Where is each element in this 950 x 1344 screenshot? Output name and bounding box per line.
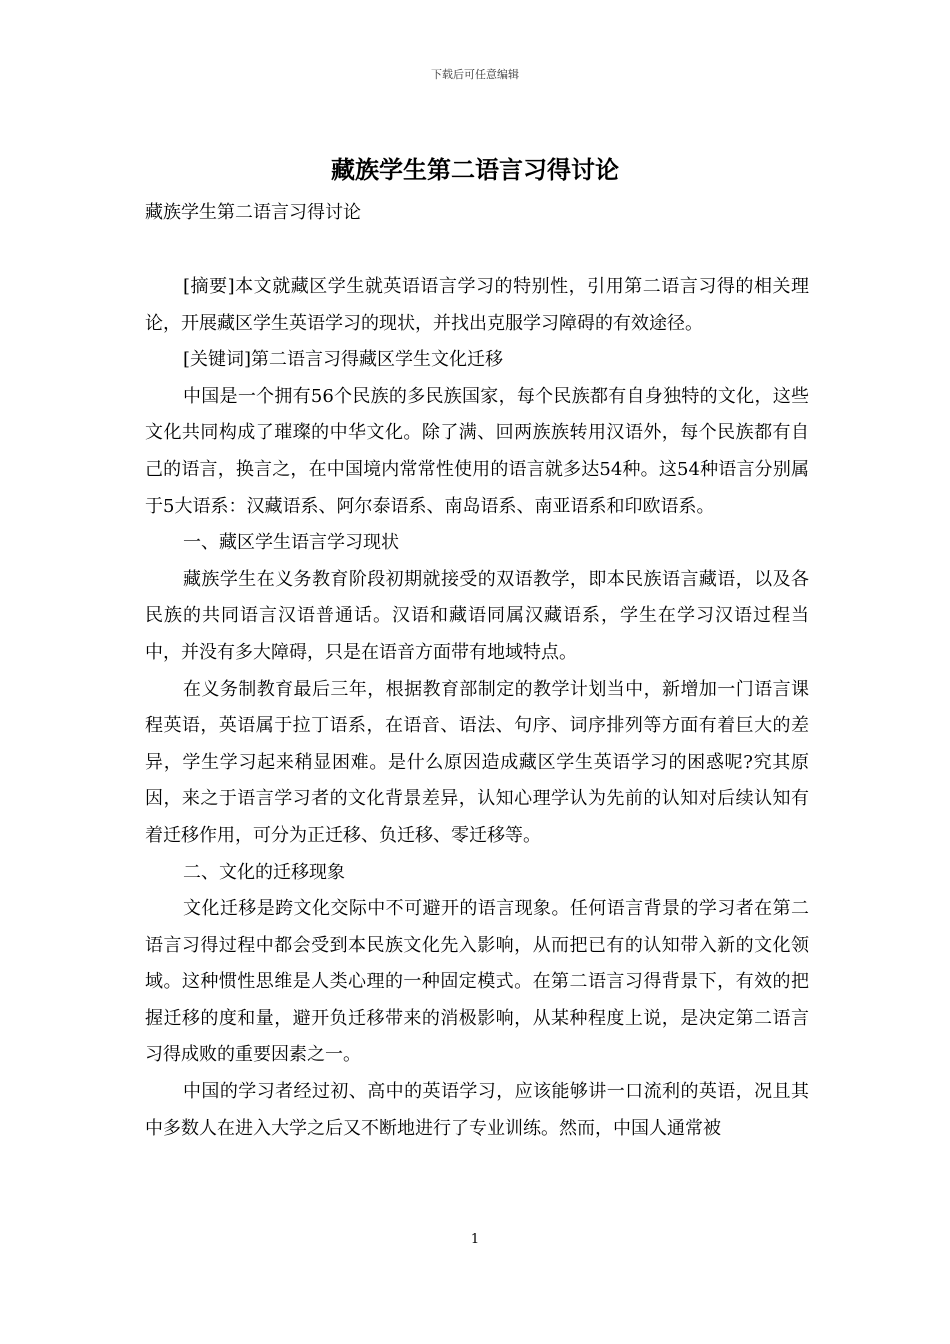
section-2-heading: 二、文化的迁移现象 — [183, 861, 345, 883]
intro-paragraph: 中国是一个拥有56个民族的多民族国家，每个民族都有自身独特的文化，这些文化共同构成了璀璨的中华文化。除了满、回两族族转用汉语外，每个民族都有自己的语言，换言之，在中国境内常常性使用的语言就多达54种。这54种语言分别属于5大语系：汉藏语系、阿尔泰语系、南岛语系、南亚语系和印欧语系。 — [145, 385, 809, 517]
section-1-paragraph-1: 藏族学生在义务教育阶段初期就接受的双语教学，即本民族语言藏语，以及各民族的共同语言汉语普通话。汉语和藏语同属汉藏语系，学生在学习汉语过程当中，并没有多大障碍，只是在语音方面带有地域特点。 — [145, 568, 809, 663]
document-title: 藏族学生第二语言习得讨论 — [331, 155, 619, 184]
section-2-paragraph-2: 中国的学习者经过初、高中的英语学习，应该能够讲一口流利的英语，况且其中多数人在进入大学之后又不断地进行了专业训练。然而，中国人通常被 — [145, 1081, 809, 1139]
page-number: 1 — [470, 1232, 480, 1247]
section-2-paragraph-1: 文化迁移是跨文化交际中不可避开的语言现象。任何语言背景的学习者在第二语言习得过程中都会受到本民族文化先入影响，从而把已有的认知带入新的文化领域。这种惯性思维是人类心理的一种固定模式。在第二语言习得背景下，有效的把握迁移的度和量，避开负迁移带来的消极影响，从某种程度上说，是决定第二语言习得成败的重要因素之一。 — [145, 898, 809, 1066]
section-1-paragraph-2: 在义务制教育最后三年，根据教育部制定的教学计划当中，新增加一门语言课程英语，英语属于拉丁语系，在语音、语法、句序、词序排列等方面有着巨大的差异，学生学习起来稍显困难。是什么原因造成藏区学生英语学习的困惑呢?究其原因，来之于语言学习者的文化背景差异，认知心理学认为先前的认知对后续认知有着迁移作用，可分为正迁移、负迁移、零迁移等。 — [145, 678, 809, 846]
document-subtitle: 藏族学生第二语言习得讨论 — [145, 202, 361, 223]
page-header-note: 下载后可任意编辑 — [431, 68, 519, 81]
document-body — [145, 269, 809, 1147]
keywords-paragraph: [关键词]第二语言习得藏区学生文化迁移 — [183, 349, 504, 371]
abstract-paragraph: [摘要]本文就藏区学生就英语语言学习的特别性，引用第二语言习得的相关理论，开展藏区学生英语学习的现状，并找出克服学习障碍的有效途径。 — [145, 276, 809, 334]
section-1-heading: 一、藏区学生语言学习现状 — [183, 532, 399, 554]
